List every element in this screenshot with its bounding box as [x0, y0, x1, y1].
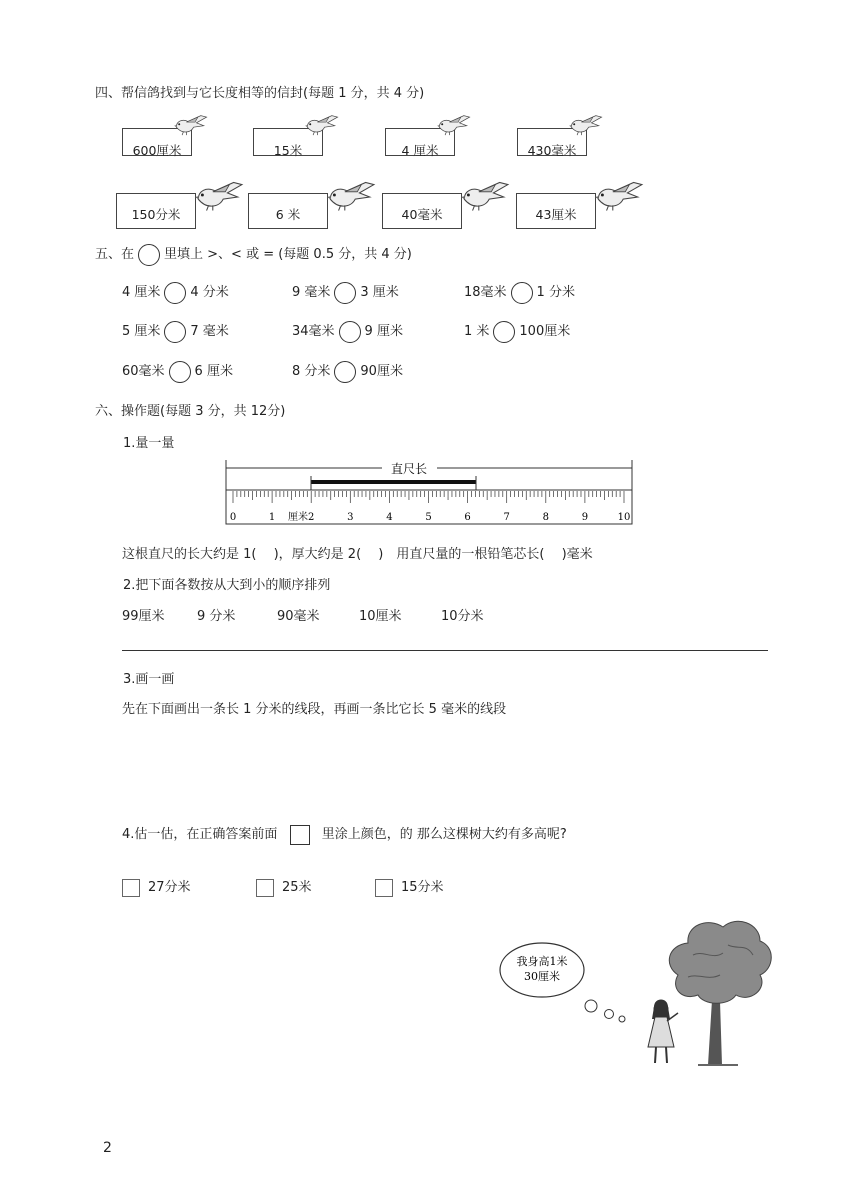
- envelope-label: 430毫米: [527, 143, 577, 158]
- ruler-tick-label: 7: [503, 512, 510, 523]
- comparison-item: [292, 320, 403, 343]
- comparison-answer-circle[interactable]: [511, 282, 533, 304]
- comparison-right: 4 分米: [190, 285, 229, 300]
- ruler-length-label: 直尺长: [390, 462, 428, 476]
- ruler-unit-label: 厘米: [288, 512, 308, 523]
- envelope-row2-1[interactable]: [116, 193, 196, 229]
- section5-title-prefix: 五、在: [95, 247, 135, 262]
- ruler-tick-label: 0: [229, 512, 237, 523]
- pigeon-icon: [172, 112, 208, 142]
- comparison-left: 1 米: [464, 324, 490, 339]
- comparison-answer-circle[interactable]: [339, 321, 361, 343]
- ruler-tick-label: 3: [347, 512, 354, 523]
- comparison-right: 1 分米: [536, 285, 575, 300]
- pigeon-icon: [567, 112, 603, 142]
- comparison-answer-circle[interactable]: [334, 282, 356, 304]
- comparison-item: [464, 320, 570, 343]
- q2-title: 2.把下面各数按从大到小的顺序排列: [123, 578, 331, 593]
- ruler-tick-label: 6: [464, 512, 471, 523]
- q4-title: [122, 823, 567, 845]
- order-item: 10厘米: [359, 609, 402, 624]
- comparison-item: [464, 281, 575, 304]
- girl: [648, 1000, 678, 1064]
- envelope-label: 150分米: [131, 207, 181, 222]
- comparison-left: 8 分米: [292, 364, 331, 379]
- tree: [669, 921, 771, 1065]
- envelope-row2-2[interactable]: [248, 193, 328, 229]
- q3-text: 先在下面画出一条长 1 分米的线段，再画一条比它长 5 毫米的线段: [122, 702, 507, 717]
- comparison-left: 60毫米: [122, 364, 165, 379]
- pigeon-icon: [303, 112, 339, 142]
- ruler-tick-label: 10: [617, 512, 631, 523]
- comparison-left: 5 厘米: [122, 324, 161, 339]
- ruler-figure: [222, 458, 636, 530]
- option-checkbox[interactable]: [256, 879, 274, 897]
- pigeon-icon: [324, 178, 376, 218]
- estimate-option[interactable]: [375, 876, 444, 897]
- comparison-item: [122, 320, 229, 343]
- ruler-tick-label: 2: [308, 512, 315, 523]
- comparison-right: 90厘米: [360, 364, 403, 379]
- tree-crown: [669, 921, 771, 1003]
- envelope-row2-3[interactable]: [382, 193, 462, 229]
- girl-dress: [648, 1017, 674, 1047]
- comparison-right: 6 厘米: [194, 364, 233, 379]
- comparison-answer-circle[interactable]: [334, 361, 356, 383]
- girl-tree-illustration: [498, 915, 776, 1075]
- comparison-right: 7 毫米: [190, 324, 229, 339]
- comparison-left: 4 厘米: [122, 285, 161, 300]
- estimate-option[interactable]: [122, 876, 191, 897]
- bubble-dot-large: [585, 1000, 597, 1012]
- q3-drawing-area[interactable]: [122, 725, 762, 815]
- ruler-tick-label: 4: [386, 512, 393, 523]
- pigeon-icon: [192, 178, 244, 218]
- comparison-right: 100厘米: [519, 324, 571, 339]
- pencil-lead: [311, 480, 476, 484]
- envelope-row2-4[interactable]: [516, 193, 596, 229]
- q3-title: 3.画一画: [123, 672, 175, 687]
- pigeon-icon: [592, 178, 644, 218]
- bubble-line1: 我身高1米: [516, 955, 568, 968]
- order-item: 10分米: [441, 609, 484, 624]
- q2-answer-line[interactable]: [122, 650, 768, 651]
- bubble-dot-mid: [605, 1010, 614, 1019]
- bubble-line2: 30厘米: [524, 970, 560, 983]
- option-checkbox[interactable]: [122, 879, 140, 897]
- comparison-left: 9 毫米: [292, 285, 331, 300]
- comparison-answer-circle[interactable]: [164, 321, 186, 343]
- envelope-label: 6 米: [275, 207, 301, 222]
- ruler-tick-label: 5: [425, 512, 432, 523]
- option-checkbox[interactable]: [375, 879, 393, 897]
- section4-title: 四、帮信鸽找到与它长度相等的信封(每题 1 分，共 4 分): [95, 86, 425, 101]
- comparison-left: 34毫米: [292, 324, 335, 339]
- envelope-label: 43厘米: [535, 207, 577, 222]
- ruler-tick-label: 9: [581, 512, 589, 523]
- option-label: 15分米: [401, 880, 444, 895]
- q1-text: 这根直尺的长大约是 1( )，厚大约是 2( ) 用直尺量的一根铅笔芯长( )毫米: [122, 547, 593, 562]
- comparison-answer-circle[interactable]: [169, 361, 191, 383]
- section6-title: 六、操作题(每题 3 分，共 12分): [95, 404, 286, 419]
- q4-title-prefix: 4.估一估，在正确答案前面: [122, 827, 278, 842]
- envelope-label: 600厘米: [132, 143, 182, 158]
- bubble-dot-small: [619, 1016, 625, 1022]
- comparison-item: [122, 281, 229, 304]
- comparison-left: 18毫米: [464, 285, 507, 300]
- page-number: 2: [103, 1140, 112, 1156]
- order-item: 90毫米: [277, 609, 320, 624]
- envelope-label: 4 厘米: [401, 143, 439, 158]
- q4-sample-box: [290, 825, 310, 845]
- order-item: 9 分米: [197, 609, 236, 624]
- comparison-item: [292, 360, 403, 383]
- ruler-tick-label: 1: [268, 512, 276, 523]
- section5-title: [95, 243, 412, 266]
- q4-title-suffix: 里涂上颜色，的 那么这棵树大约有多高呢?: [321, 827, 567, 842]
- option-label: 27分米: [148, 880, 191, 895]
- comparison-answer-circle[interactable]: [164, 282, 186, 304]
- girl-legs: [655, 1047, 667, 1063]
- option-label: 25米: [282, 880, 312, 895]
- pigeon-icon: [458, 178, 510, 218]
- order-item: 99厘米: [122, 609, 165, 624]
- q1-title: 1.量一量: [123, 436, 175, 451]
- comparison-right: 9 厘米: [364, 324, 403, 339]
- compare-circle-sample: [138, 244, 160, 266]
- comparison-answer-circle[interactable]: [493, 321, 515, 343]
- estimate-option[interactable]: [256, 876, 312, 897]
- girl-hair: [652, 1000, 670, 1020]
- pigeon-icon: [435, 112, 471, 142]
- envelope-label: 15米: [273, 143, 303, 158]
- comparison-item: [122, 360, 233, 383]
- envelope-label: 40毫米: [401, 207, 443, 222]
- comparison-item: [292, 281, 399, 304]
- ruler-tick-label: 8: [542, 512, 549, 523]
- comparison-right: 3 厘米: [360, 285, 399, 300]
- section5-title-suffix: 里填上 >、< 或 = (每题 0.5 分，共 4 分): [164, 247, 412, 262]
